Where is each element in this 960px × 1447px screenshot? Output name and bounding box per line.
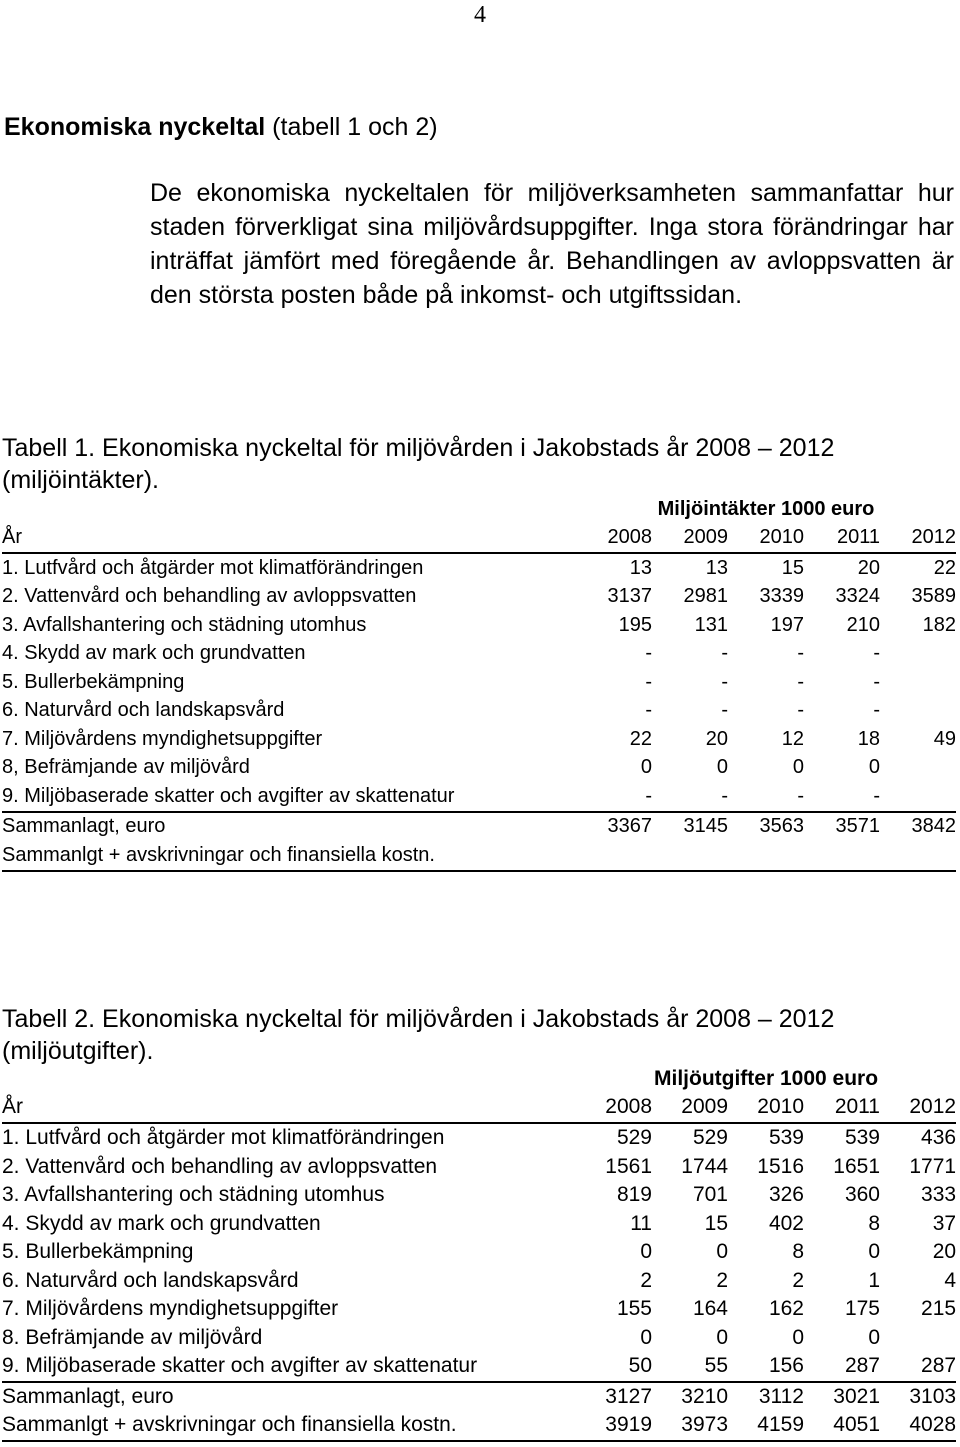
row-value: - [652, 782, 728, 812]
row-value: 333 [921, 1183, 957, 1207]
row-value: 0 [716, 1325, 728, 1349]
row-value: 2981 [683, 585, 728, 608]
intro-paragraph: De ekonomiska nyckeltalen för miljöverksamheten sammanfattar hur staden förverkligat sina miljövårdsuppgifter. Inga stora förändringar har inträffat jämfört med föregående år. Behandlingen av avloppsvatten är den största posten både på inkomst- och utgiftssidan. [150, 179, 954, 309]
year-label: År [2, 522, 576, 553]
table1 [2, 496, 956, 872]
row-value: 155 [616, 1297, 652, 1321]
row-value: - [873, 670, 880, 693]
row-value: - [797, 699, 804, 722]
total-value: 4028 [880, 1411, 956, 1441]
row-value: 197 [770, 613, 804, 636]
row-label: 7. Miljövårdens myndighetsuppgifter [2, 727, 323, 750]
row-value: - [728, 782, 804, 812]
row-value: 0 [640, 1325, 652, 1349]
table-row [2, 553, 956, 583]
row-value: 402 [768, 1211, 804, 1235]
row-value: 0 [640, 1240, 652, 1264]
table-row [2, 1352, 956, 1382]
row-value: 539 [768, 1126, 804, 1150]
row-value: 0 [868, 1325, 880, 1349]
total-value [804, 841, 880, 871]
row-value: 0 [868, 1240, 880, 1264]
row-label: 3. Avfallshantering och städning utomhus [2, 1183, 385, 1207]
total-value: 3919 [576, 1411, 652, 1441]
row-value: 182 [922, 613, 957, 636]
row-label: 5. Bullerbekämpning [2, 670, 185, 693]
row-value: - [721, 642, 728, 665]
row-value: - [721, 699, 728, 722]
table-row [2, 697, 956, 726]
table-row [2, 1324, 956, 1353]
total-value [728, 841, 804, 871]
table-row [2, 611, 956, 640]
row-value: 0 [640, 756, 652, 779]
row-value: 49 [933, 727, 957, 750]
row-value: 162 [768, 1297, 804, 1321]
year-2008: 2008 [576, 522, 652, 553]
row-value: 819 [616, 1183, 652, 1207]
table2-caption: Tabell 2. Ekonomiska nyckeltal för miljövården i Jakobstads år 2008 – 2012 (miljöutgifter). [2, 1005, 835, 1065]
total-row [2, 1382, 956, 1412]
row-label: 4. Skydd av mark och grundvatten [2, 1211, 321, 1235]
row-label: 8. Befrämjande av miljövård [2, 1325, 263, 1349]
total-value: 3145 [683, 815, 728, 838]
row-value [880, 640, 956, 669]
table-row [2, 754, 956, 783]
section-heading-bold: Ekonomiska nyckeltal [4, 113, 266, 141]
row-value: 37 [932, 1211, 957, 1235]
table-row [2, 1267, 956, 1296]
row-value: 3324 [835, 585, 880, 608]
row-value: 436 [921, 1126, 957, 1150]
table-row [2, 668, 956, 697]
row-value: 0 [792, 756, 804, 779]
total-value: 3973 [652, 1411, 728, 1441]
row-label: 9. Miljöbaserade skatter och avgifter av skattenatur [2, 1352, 576, 1382]
year-2009: 2009 [652, 522, 728, 553]
year-label: År [2, 1092, 576, 1123]
year-2011: 2011 [804, 522, 880, 553]
row-label: 2. Vattenvård och behandling av avloppsvatten [2, 1154, 438, 1178]
total-value: 4159 [728, 1411, 804, 1441]
table-row [2, 1181, 956, 1210]
row-value: - [576, 782, 652, 812]
row-value: 20 [705, 727, 728, 750]
row-value: 701 [692, 1183, 728, 1207]
row-value: 55 [652, 1352, 728, 1382]
row-value: - [721, 670, 728, 693]
row-value: 529 [692, 1126, 728, 1150]
table-row [2, 583, 956, 612]
total-value: 4051 [804, 1411, 880, 1441]
total-value: 3021 [833, 1384, 880, 1408]
row-value: - [645, 670, 652, 693]
unit-header: Miljöintäkter 1000 euro [657, 497, 875, 520]
row-label: 5. Bullerbekämpning [2, 1240, 194, 1264]
row-value: 0 [716, 756, 728, 779]
row-label: 9. Miljöbaserade skatter och avgifter av skattenatur [2, 782, 576, 812]
row-value: 3589 [911, 585, 957, 608]
total-value: 3563 [759, 815, 804, 838]
total-value: 3112 [758, 1384, 804, 1408]
row-value: 195 [618, 613, 652, 636]
table-row [2, 640, 956, 669]
row-value: 8 [868, 1211, 880, 1235]
row-value: 210 [846, 613, 880, 636]
row-label: 8, Befrämjande av miljövård [2, 756, 250, 779]
table-row [2, 1295, 956, 1324]
row-value: 13 [705, 556, 728, 579]
row-label: 7. Miljövårdens myndighetsuppgifter [2, 1297, 339, 1321]
row-value [880, 697, 956, 726]
row-value: 2 [640, 1268, 652, 1292]
row-label: 6. Naturvård och landskapsvård [2, 699, 285, 722]
row-value: 1 [868, 1268, 880, 1292]
table-row [2, 782, 956, 812]
row-value: 18 [857, 727, 880, 750]
year-2008: 2008 [576, 1092, 652, 1123]
total-row [2, 1411, 956, 1441]
table2 [2, 1066, 956, 1442]
row-value: 0 [792, 1325, 804, 1349]
year-2012: 2012 [880, 1092, 956, 1123]
row-value: 1771 [909, 1154, 957, 1178]
row-value [880, 668, 956, 697]
row-value: 360 [844, 1183, 880, 1207]
total-label: Sammanlagt, euro [2, 1384, 174, 1408]
row-value: 2 [792, 1268, 804, 1292]
total-row [2, 841, 956, 871]
year-2012: 2012 [880, 522, 956, 553]
table1-caption: Tabell 1. Ekonomiska nyckeltal för miljövården i Jakobstads år 2008 – 2012 (miljöintäkter). [2, 434, 835, 494]
total-value: 3367 [607, 815, 652, 838]
row-value: 175 [844, 1297, 880, 1321]
row-value: 20 [857, 556, 880, 579]
row-value: 15 [781, 556, 804, 579]
row-value: 0 [868, 756, 880, 779]
year-row [2, 1092, 956, 1123]
row-value: 1744 [681, 1154, 728, 1178]
row-label: 2. Vattenvård och behandling av avloppsvatten [2, 585, 417, 608]
row-label: 1. Lutfvård och åtgärder mot klimatförändringen [2, 1126, 445, 1150]
row-value: 1516 [757, 1154, 804, 1178]
row-value: - [645, 699, 652, 722]
row-value [880, 1324, 956, 1353]
unit-header-row [2, 496, 956, 522]
row-label: 3. Avfallshantering och städning utomhus [2, 613, 367, 636]
row-value [880, 782, 956, 812]
row-value [880, 754, 956, 783]
total-value: 3571 [835, 815, 880, 838]
row-value: 2 [716, 1268, 728, 1292]
section-heading-rest: (tabell 1 och 2) [265, 113, 438, 141]
row-value: 287 [880, 1352, 956, 1382]
total-value [576, 841, 652, 871]
row-value: 4 [944, 1268, 957, 1292]
row-value: 326 [768, 1183, 804, 1207]
year-2010: 2010 [728, 522, 804, 553]
row-value: 15 [704, 1211, 728, 1235]
row-label: 6. Naturvård och landskapsvård [2, 1268, 299, 1292]
year-2011: 2011 [804, 1092, 880, 1123]
row-value: 12 [781, 727, 804, 750]
total-row [2, 812, 956, 842]
table-row [2, 1123, 956, 1153]
row-value: 131 [694, 613, 728, 636]
row-value: 529 [616, 1126, 652, 1150]
row-value: 1651 [833, 1154, 880, 1178]
total-value: 3127 [605, 1384, 652, 1408]
row-value: 22 [933, 556, 957, 579]
table-row [2, 1238, 956, 1267]
row-value: - [873, 699, 880, 722]
section-heading [4, 113, 438, 142]
unit-header-row [2, 1066, 956, 1092]
total-value: 3103 [909, 1384, 957, 1408]
row-value: 3339 [759, 585, 804, 608]
total-label: Sammanlgt + avskrivningar och finansiella kostn. [2, 1411, 576, 1441]
row-value: 8 [792, 1240, 804, 1264]
row-value: 3137 [607, 585, 652, 608]
row-label: 4. Skydd av mark och grundvatten [2, 642, 306, 665]
page-number: 4 [474, 2, 486, 28]
row-value: 287 [804, 1352, 880, 1382]
row-value: 11 [630, 1211, 652, 1235]
row-value: 164 [692, 1297, 728, 1321]
row-value: 1561 [605, 1154, 652, 1178]
row-value: 156 [728, 1352, 804, 1382]
total-value [652, 841, 728, 871]
total-value: 3210 [681, 1384, 728, 1408]
row-value: 0 [716, 1240, 728, 1264]
row-value: - [797, 670, 804, 693]
year-2009: 2009 [652, 1092, 728, 1123]
unit-header-spacer [2, 1066, 576, 1092]
row-value: 215 [921, 1297, 957, 1321]
row-value: - [645, 642, 652, 665]
table-row [2, 725, 956, 754]
total-value: 3842 [911, 815, 957, 838]
table-row [2, 1210, 956, 1239]
row-label: 1. Lutfvård och åtgärder mot klimatförändringen [2, 556, 424, 579]
row-value: - [873, 642, 880, 665]
table-row [2, 1153, 956, 1182]
total-label: Sammanlagt, euro [2, 815, 166, 838]
total-value [880, 841, 956, 871]
total-label: Sammanlgt + avskrivningar och finansiella kostn. [2, 841, 576, 871]
year-2010: 2010 [728, 1092, 804, 1123]
row-value: - [804, 782, 880, 812]
year-row [2, 522, 956, 553]
row-value: - [797, 642, 804, 665]
row-value: 50 [576, 1352, 652, 1382]
row-value: 22 [629, 727, 652, 750]
row-value: 539 [844, 1126, 880, 1150]
unit-header: Miljöutgifter 1000 euro [654, 1067, 879, 1090]
row-value: 20 [932, 1240, 957, 1264]
unit-header-spacer [2, 496, 576, 522]
row-value: 13 [629, 556, 652, 579]
